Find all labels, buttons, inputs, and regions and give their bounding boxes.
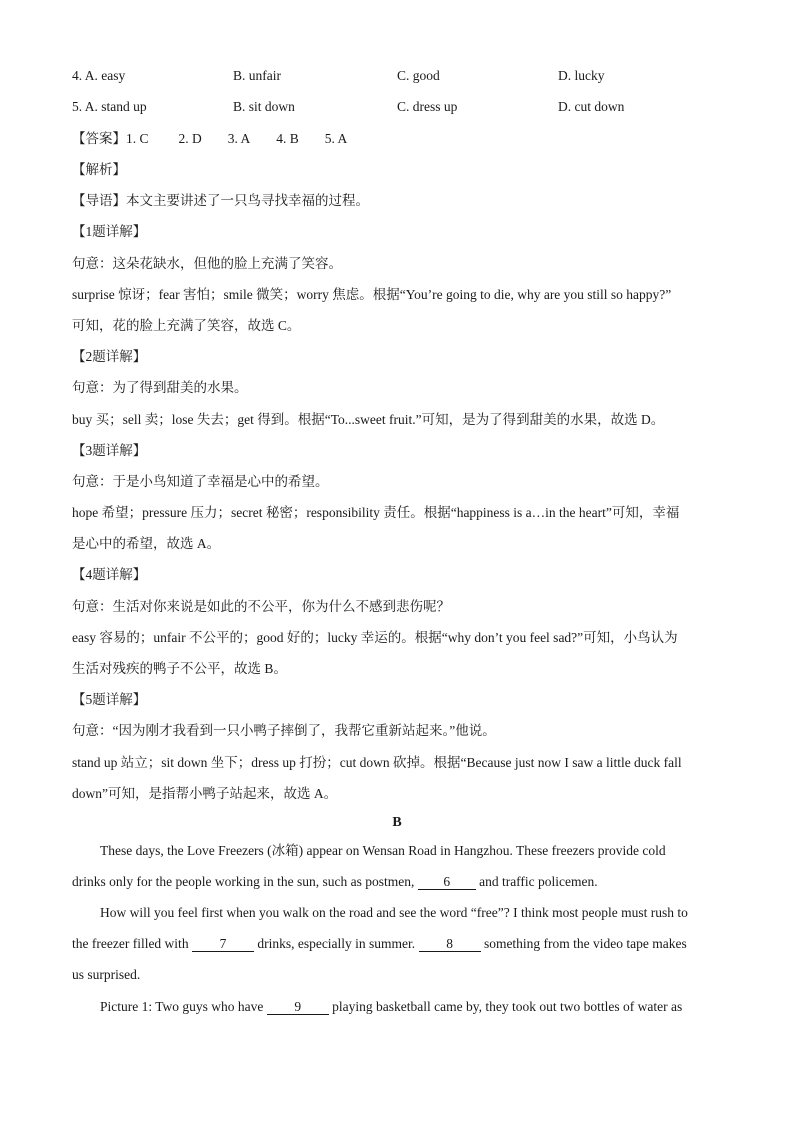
detail-5-line-1: stand up 站立；sit down 坐下；dress up 打扮；cut down 砍掉。根据“Because just now I saw a little duck fall <box>72 755 682 770</box>
passage-text: something from the video tape makes <box>480 936 687 951</box>
detail-3-meaning: 句意：于是小鸟知道了幸福是心中的希望。 <box>72 474 329 489</box>
q4-option-b: B. unfair <box>233 68 281 83</box>
detail-5-line-2: down”可知，是指帮小鸭子站起来，故选 A。 <box>72 786 338 801</box>
question-5-options <box>72 98 732 116</box>
passage-p2-line-2 <box>72 935 687 953</box>
answer-item: 3. A <box>227 131 251 146</box>
section-b-title: B <box>392 815 402 830</box>
answer-item: 5. A <box>324 131 348 146</box>
q5-option-b: B. sit down <box>233 99 295 114</box>
passage-text: the freezer filled with <box>72 936 192 951</box>
detail-1-heading: 【1题详解】 <box>72 224 147 239</box>
q5-option-a: 5. A. stand up <box>72 99 147 114</box>
q4-option-d: D. lucky <box>558 68 605 83</box>
detail-3-heading: 【3题详解】 <box>72 443 147 458</box>
detail-1-line-2: 可知，花的脸上充满了笑容，故选 C。 <box>72 318 301 333</box>
answer-line <box>72 130 373 148</box>
passage-text: Picture 1: Two guys who have <box>100 999 267 1014</box>
analysis-label: 【解析】 <box>72 162 126 177</box>
q4-option-a: 4. A. easy <box>72 68 126 83</box>
detail-1-meaning: 句意：这朵花缺水，但他的脸上充满了笑容。 <box>72 256 342 271</box>
detail-3-line-2: 是心中的希望，故选 A。 <box>72 536 221 551</box>
blank-7[interactable]: 7 <box>192 936 254 952</box>
detail-2-meaning: 句意：为了得到甜美的水果。 <box>72 380 248 395</box>
passage-text: drinks, especially in summer. <box>253 936 419 951</box>
answer-item: 2. D <box>178 131 202 146</box>
detail-2-line-1: buy 买；sell 卖；lose 失去；get 得到。根据“To...sweet fruit.”可知，是为了得到甜美的水果，故选 D。 <box>72 412 665 427</box>
answer-item: 1. C <box>126 131 149 146</box>
q5-option-c: C. dress up <box>397 99 458 114</box>
passage-p2-line-3: us surprised. <box>72 967 141 982</box>
passage-p1-line-1: These days, the Love Freezers (冰箱) appear on Wensan Road in Hangzhou. These freezers provide cold <box>100 843 666 858</box>
blank-9[interactable]: 9 <box>267 999 329 1015</box>
detail-4-heading: 【4题详解】 <box>72 567 147 582</box>
passage-p2-line-1: How will you feel first when you walk on the road and see the word “free”? I think most people must rush to <box>100 905 688 920</box>
detail-2-heading: 【2题详解】 <box>72 349 147 364</box>
passage-p3-line-1 <box>100 998 682 1016</box>
detail-3-line-1: hope 希望；pressure 压力；secret 秘密；responsibility 责任。根据“happiness is a…in the heart”可知，幸福 <box>72 505 680 520</box>
q5-option-d: D. cut down <box>558 99 625 114</box>
intro-line: 【导语】本文主要讲述了一只鸟寻找幸福的过程。 <box>72 193 369 208</box>
blank-6[interactable]: 6 <box>418 874 476 890</box>
passage-text: drinks only for the people working in the sun, such as postmen, <box>72 874 418 889</box>
passage-text: playing basketball came by, they took out two bottles of water as <box>328 999 683 1014</box>
detail-1-line-1: surprise 惊讶；fear 害怕；smile 微笑；worry 焦虑。根据“You’re going to die, why are you still so happy?” <box>72 287 672 302</box>
detail-5-meaning: 句意：“因为刚才我看到一只小鸭子摔倒了，我帮它重新站起来。”他说。 <box>72 723 496 738</box>
passage-p1-line-2 <box>72 873 598 891</box>
q4-option-c: C. good <box>397 68 440 83</box>
answer-item: 4. B <box>276 131 299 146</box>
detail-4-meaning: 句意：生活对你来说是如此的不公平，你为什么不感到悲伤呢？ <box>72 599 450 614</box>
question-4-options <box>72 67 732 85</box>
detail-4-line-1: easy 容易的；unfair 不公平的；good 好的；lucky 幸运的。根据“why don’t you feel sad?”可知，小鸟认为 <box>72 630 678 645</box>
detail-5-heading: 【5题详解】 <box>72 692 147 707</box>
answer-label: 【答案】 <box>72 131 126 146</box>
detail-4-line-2: 生活对残疾的鸭子不公平，故选 B。 <box>72 661 287 676</box>
blank-8[interactable]: 8 <box>419 936 481 952</box>
passage-text: and traffic policemen. <box>475 874 598 889</box>
